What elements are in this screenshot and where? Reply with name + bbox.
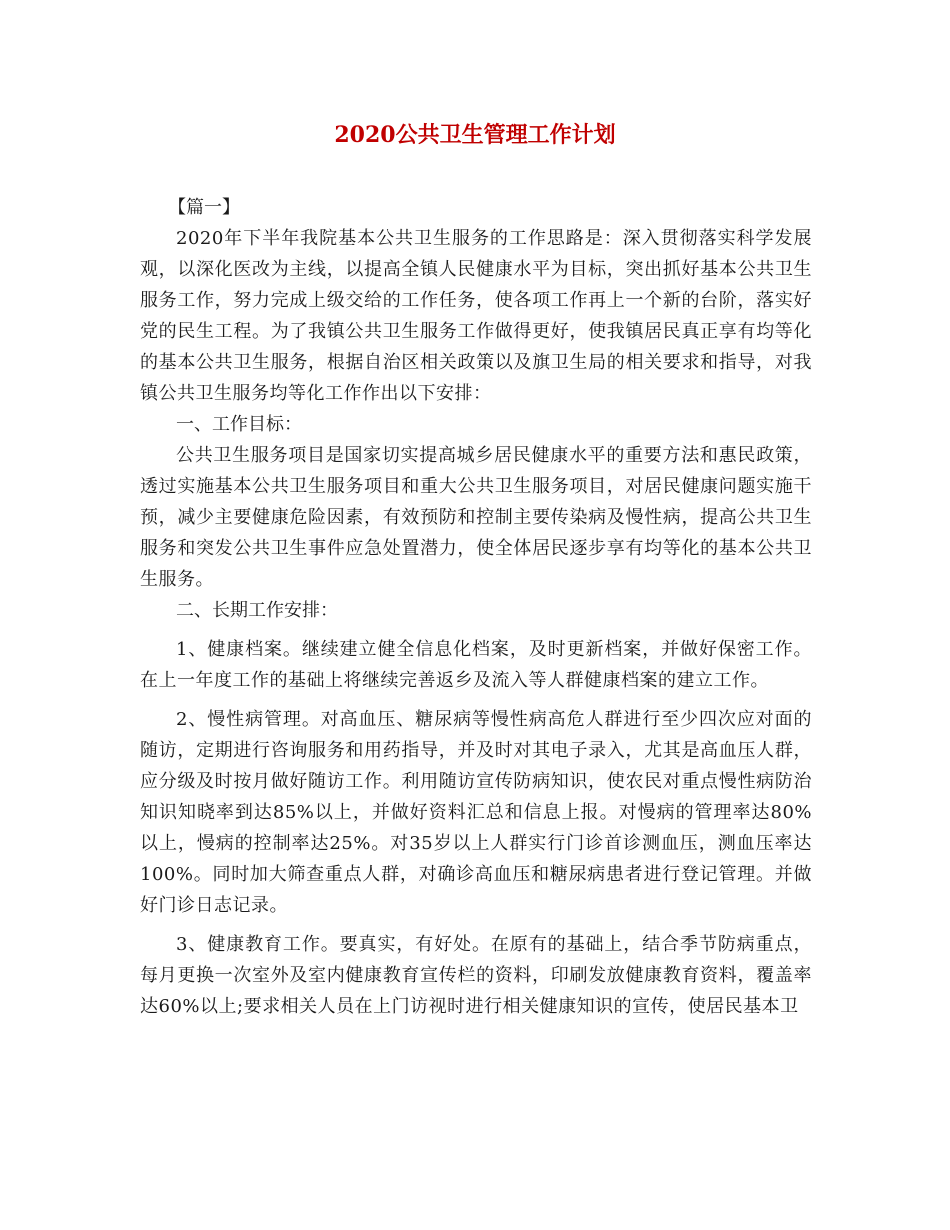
heading-long-term-plan: 二、长期工作安排： <box>176 600 338 621</box>
intro-paragraph: 2020年下半年我院基本公共卫生服务的工作思路是：深入贯彻落实科学发展观，以深化医改为主线，以提高全镇人民健康水平为目标，突出抓好基本公共卫生服务工作，努力完成上级交给的工作任务，使各项工作再上一个新的台阶，落实好党的民生工程。为了我镇公共卫生服务工作做得更好，使我镇居民真正享有均等化的基本公共卫生服务，根据自治区相关政策以及旗卫生局的相关要求和指导，对我镇公共卫生服务均等化工作作出以下安排： <box>140 228 812 404</box>
section-label: 【篇一】 <box>168 197 240 218</box>
document-body <box>140 192 812 1022</box>
item-health-education: 3、健康教育工作。要真实，有好处。在原有的基础上，结合季节防病重点，每月更换一次室外及室内健康教育宣传栏的资料，印刷发放健康教育资料，覆盖率达60%以上;要求相关人员在上门访视时进行相关健康知识的宣传，使居民基本卫 <box>140 934 812 1017</box>
item-health-records: 1、健康档案。继续建立健全信息化档案，及时更新档案，并做好保密工作。在上一年度工作的基础上将继续完善返乡及流入等人群健康档案的建立工作。 <box>140 639 812 691</box>
document-title: 2020公共卫生管理工作计划 <box>334 122 616 148</box>
item-chronic-disease: 2、慢性病管理。对高血压、糖尿病等慢性病高危人群进行至少四次应对面的随访，定期进行咨询服务和用药指导，并及时对其电子录入，尤其是高血压人群，应分级及时按月做好随访工作。利用随访宣传防病知识，使农民对重点慢性病防治知识知晓率到达85%以上，并做好资料汇总和信息上报。对慢病的管理率达80%以上，慢病的控制率达25%。对35岁以上人群实行门诊首诊测血压，测血压率达100%。同时加大筛查重点人群，对确诊高血压和糖尿病患者进行登记管理。并做好门诊日志记录。 <box>140 709 812 916</box>
goal-paragraph: 公共卫生服务项目是国家切实提高城乡居民健康水平的重要方法和惠民政策，透过实施基本公共卫生服务项目和重大公共卫生服务项目，对居民健康问题实施干预，减少主要健康危险因素，有效预防和控制主要传染病及慢性病，提高公共卫生服务和突发公共卫生事件应急处置潜力，使全体居民逐步享有均等化的基本公共卫生服务。 <box>140 445 812 590</box>
heading-work-goals: 一、工作目标： <box>176 414 302 435</box>
